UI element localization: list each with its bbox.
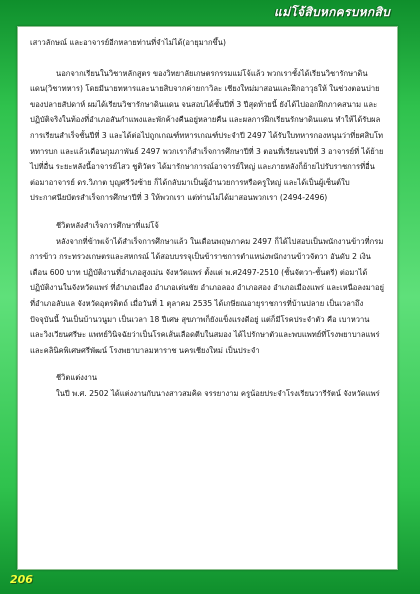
intro-line: เสาวลักษณ์ และอาจารย์อีกหลายท่านที่จำไม่ได้(อายุมากขึ้น) [30,38,226,47]
paragraph-career: หลังจากที่ข้าพเจ้าได้สำเร็จการศึกษาแล้ว ในเดือนพฤษภาคม 2497 ก็ได้ไปสอบเป็นพนักงานข้าวที่กรมการข้าว กระทรวงเกษตรและสหกรณ์ ได้สอบบรรจุเป็นข้าราชการตำแหน่งพนักงานข้าวจัตวา อันดับ 2 เงินเดือน 600 บาท ปฏิบัติงานที่อำเภอสูงเม่น จังหวัดแพร่ ตั้งแต่ พ.ศ2497-2510 (ชั้นจัตวา-ชั้นตรี) ต่อมาได้ปฏิบัติงานในจังหวัดแพร่ ที่อำเภอเมือง อำเภอเด่นชัย อำเภอลอง อำเภอสอง อำเภอเมืองแพร่ และเหนือลงมาอยู่ที่อำเภอลับแล จังหวัดอุตรดิตถ์ เมื่อวันที่ 1 ตุลาคม 2535 ได้เกษียณอายุราชการที่บ้านปลาย เป็นเวลาถึงปัจจุบันนี้ วันเป็นบ้านวนูมา เป็นเวลา 18 ปีเศษ สุขภาพก็ยังแข็งแรงดีอยู่ แต่ก็มีโรคประจำตัว คือ เบาหวาน และวิงเวียนศรีษะ แพทย์วินิจฉัยว่าเป็นโรคเส้นเลือดตีบในสมอง ได้ไปรักษาตัวและพบแพทย์ที่โรงพยาบาลแพร่ และคลินิคพิเศษศรีพัฒน์ โรงพยาบาลมหาราช นครเชียงใหม่ เป็นประจำ [30,236,384,355]
page-paper [17,26,398,570]
page-header-title: แม่โจ้สิบหกครบหกสิบ [274,5,390,19]
page-number: 206 [10,573,33,586]
section-title-marriage: ชีวิตแต่งงาน [56,373,98,383]
paragraph-marriage: ในปี พ.ศ. 2502 ได้แต่งงานกับนางสาวสมคิด จรรยางาม ครูน้อยประจำโรงเรียนวารีรัตน์ จังหวัดแพร่ [56,388,380,398]
spacer [30,51,385,66]
spacer [30,358,385,370]
spacer [30,206,385,218]
section-title-after-graduation: ชีวิตหลังสำเร็จการศึกษาที่แม่โจ้ [56,220,159,230]
paragraph-education: นอกจากเรียนในวิชาหลักสูตร ของวิทยาลัยเกษตรกรรมแม่โจ้แล้ว พวกเราชั้งได้เรียนวิชารักษาดินแดน(วิชาทหาร) โดยมีนายทหารและนายสิบจากค่ายกาวิละ เชียงใหม่มาสอนและฝึกอาวุธให้ ในช่วงตอนบ่ายของปลายสัปดาห์ ผมได้เรียนวิชารักษาดินแดน จนสอบได้ชั้นปีที่ 3 ปีสุดท้ายนี้ ยังได้ไปออกฝึกภาคสนาม และปฏิบัติจริงในท้องที่อำเภอสันกำแพงและพักค้างคืนอยู่หลายคืน และผลการฝึกเรียนรักษาดินแดน ทำให้ได้รับผลการเรียนสำเร็จชั้นปีที่ 3 และได้ต่อไปถูกเกณฑ์ทหารเกณฑ์ประจำปี 2497 ได้รับใบทหารกองหนุนว่าที่ยศสิบโทหทารบก และแล้วเดือนกุมภาพันธ์ 2497 พวกเราก็สำเร็จการศึกษาปีที่ 3 ตอนที่เรียนจบปีที่ 3 อาจารย์ที่ ได้ย้ายไปที่อื่น ระยะหลังนี้อาจารย์ไสว ชูติวัตร ได้มารักษาการณ์อาจารย์ใหญ่ และภายหลังก็ย้ายไปรับราชการที่อื่น ต่อมาอาจารย์ ดร.วิภาต บุญศรีวังซ้าย ก็ได้กลับมาเป็นผู้อำนวยการหรือครูใหญ่ และได้เป็นผู้เซ็นต์ใบประกาศนียบัตรสำเร็จการศึกษาปีที่ 3 ให้พวกเรา แต่ท่านไม่ได้มาสอนพวกเรา (2494-2496) [30,68,384,203]
